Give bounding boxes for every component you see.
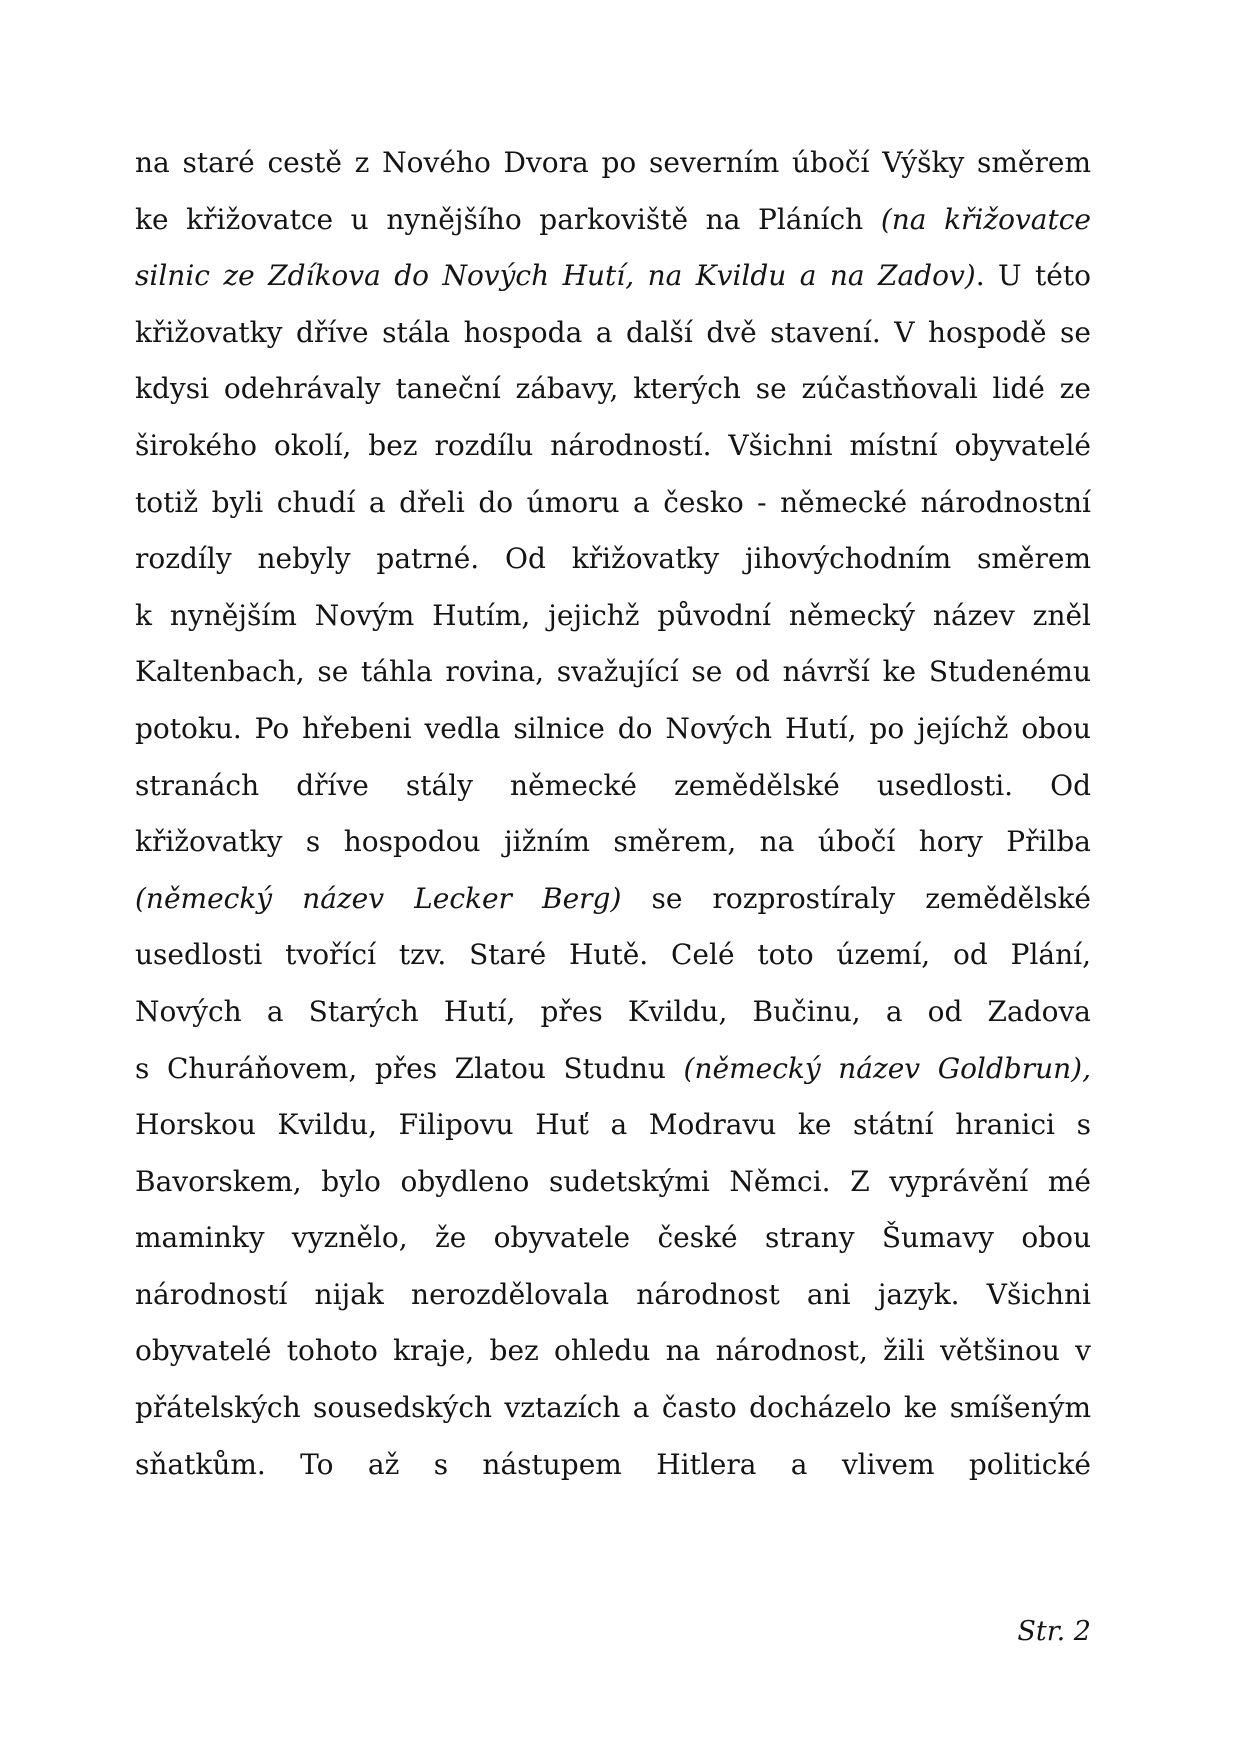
text-line: [135, 361, 1091, 418]
text-line: [135, 1323, 1091, 1380]
text-segment: maminky vyznělo, že obyvatele české strany Šumavy obou: [135, 1221, 1091, 1255]
text-segment: se rozprostíraly zemědělské: [621, 881, 1091, 915]
text-line: [135, 248, 1091, 305]
text-line: [135, 1267, 1091, 1324]
text-segment: přátelských sousedských vztazích a často docházelo ke smíšeným: [135, 1391, 1091, 1425]
page-number: Str. 2: [1017, 1616, 1091, 1647]
text-segment-italic: silnic ze Zdíkova do Nových Hutí, na Kvildu a na Zadov): [135, 259, 976, 293]
text-line: [135, 644, 1091, 701]
text-segment: stranách dříve stály německé zemědělské usedlosti. Od: [135, 768, 1091, 802]
text-line: [135, 588, 1091, 645]
text-segment: sňatkům. To až s nástupem Hitlera a vlivem politické: [135, 1447, 1091, 1481]
text-line: [135, 192, 1091, 249]
text-segment: Nových a Starých Hutí, přes Kvildu, Bučinu, a od Zadova: [135, 994, 1091, 1028]
text-segment: totiž byli chudí a dřeli do úmoru a česko - německé národnostní: [135, 485, 1091, 519]
text-line: [135, 418, 1091, 475]
text-segment: křižovatky dříve stála hospoda a další dvě stavení. V hospodě se: [135, 315, 1091, 349]
text-segment-italic: (na křižovatce: [880, 202, 1091, 236]
text-segment: kdysi odehrávaly taneční zábavy, kterých se zúčastňovali lidé ze: [135, 372, 1091, 406]
text-segment: s Churáňovem, přes Zlatou Studnu: [135, 1051, 684, 1085]
text-line: [135, 1041, 1091, 1098]
text-line: [135, 305, 1091, 362]
text-segment-italic: (německý název Lecker Berg): [135, 881, 622, 915]
text-line: [135, 531, 1091, 588]
text-line: [135, 701, 1091, 758]
text-segment: Horskou Kvildu, Filipovu Huť a Modravu ke státní hranici s: [135, 1108, 1091, 1142]
text-line: [135, 1154, 1091, 1211]
text-line: [135, 984, 1091, 1041]
text-segment-italic: (německý název Goldbrun),: [683, 1051, 1091, 1085]
text-segment: Bavorskem, bylo obydleno sudetskými Němci. Z vyprávění mé: [135, 1164, 1091, 1198]
body-text: [135, 135, 1091, 1493]
text-segment: obyvatelé tohoto kraje, bez ohledu na národnost, žili většinou v: [135, 1334, 1091, 1368]
text-segment: k nynějším Novým Hutím, jejichž původní německý název zněl: [135, 598, 1091, 632]
text-line: [135, 1210, 1091, 1267]
text-line: [135, 814, 1091, 871]
text-line: [135, 871, 1091, 928]
text-segment: usedlosti tvořící tzv. Staré Hutě. Celé toto území, od Plání,: [135, 938, 1091, 972]
text-segment: širokého okolí, bez rozdílu národností. Všichni místní obyvatelé: [135, 428, 1091, 462]
text-segment: Kaltenbach, se táhla rovina, svažující se od návrší ke Studenému: [135, 655, 1091, 689]
text-segment: ke křižovatce u nynějšího parkoviště na Pláních: [135, 202, 881, 236]
text-line: [135, 1437, 1091, 1494]
text-line: [135, 927, 1091, 984]
text-segment: . U této: [975, 259, 1091, 293]
text-line: [135, 475, 1091, 532]
text-segment: na staré cestě z Nového Dvora po severním úbočí Výšky směrem: [135, 146, 1091, 179]
text-segment: křižovatky s hospodou jižním směrem, na úbočí hory Přilba: [135, 825, 1091, 859]
text-line: [135, 135, 1091, 192]
text-line: [135, 1097, 1091, 1154]
text-line: [135, 1380, 1091, 1437]
text-line: [135, 758, 1091, 815]
text-segment: rozdíly nebyly patrné. Od křižovatky jihovýchodním směrem: [135, 542, 1091, 576]
text-segment: národností nijak nerozdělovala národnost ani jazyk. Všichni: [135, 1277, 1091, 1311]
text-segment: potoku. Po hřebeni vedla silnice do Nových Hutí, po jejíchž obou: [135, 711, 1091, 745]
